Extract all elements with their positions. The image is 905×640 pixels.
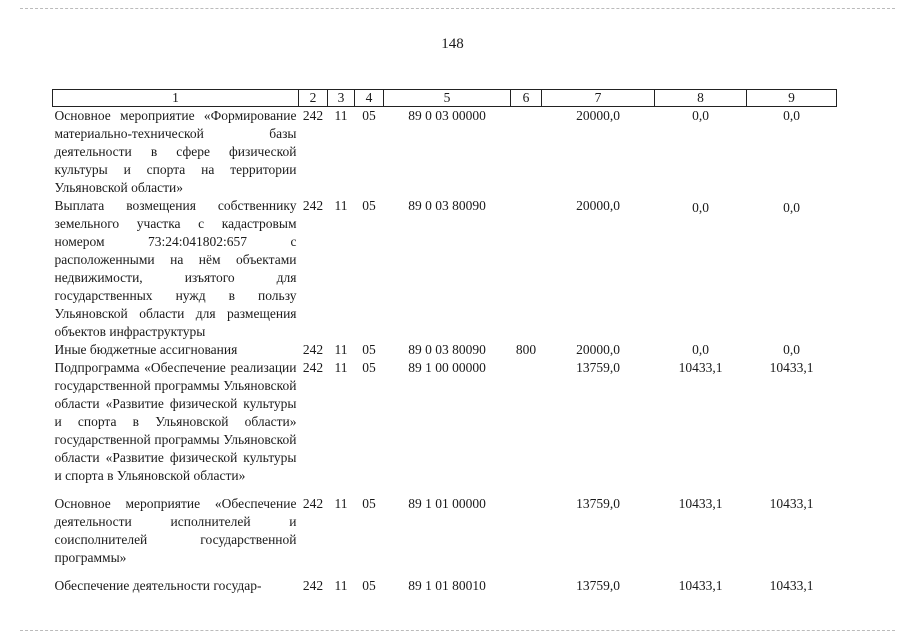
row-ministry-code: 242 [302,198,324,213]
table-row [53,107,837,198]
row-target-article: 89 0 03 80090 [408,198,486,213]
row-amount-9: 0,0 [783,108,800,123]
header-col-8: 8 [655,90,747,107]
row-amount-7: 20000,0 [576,198,620,213]
page-number: 148 [441,36,464,52]
row-target-article: 89 1 00 00000 [408,360,486,375]
row-subsection-code: 05 [362,198,376,213]
row-amount-9: 10433,1 [769,578,814,593]
row-name: Иные бюджетные ассигнования [54,342,238,357]
row-amount-8: 0,0 [692,108,709,123]
row-ministry-code: 242 [302,496,324,511]
row-name: Обеспечение деятельности государ- [54,578,262,593]
row-target-article: 89 0 03 80090 [408,342,486,357]
row-amount-7: 20000,0 [576,108,620,123]
header-col-4: 4 [355,90,384,107]
row-ministry-code: 242 [302,342,324,357]
row-expense-type [511,567,542,595]
budget-table [52,89,837,595]
row-section-code: 11 [334,496,348,511]
header-col-1: 1 [53,90,299,107]
row-amount-8: 10433,1 [678,360,723,375]
row-name: Подпрограмма «Обеспечение реализации государственной программы Ульяновской области «Развитие физической культуры и спорта в Ульяновской области» государственной программы Ульяновской области «Развитие физической культуры и спорта в Ульяновской области» [54,360,297,483]
row-ministry-code: 242 [302,108,324,123]
row-section-code: 11 [334,342,348,357]
header-col-9: 9 [747,90,837,107]
row-subsection-code: 05 [362,108,376,123]
row-section-code: 11 [334,578,348,593]
row-name: Основное мероприятие «Обеспечение деятельности исполнителей и соисполнителей государственной программы» [54,496,297,565]
table-row [53,197,837,341]
row-expense-type [511,359,542,485]
table-row [53,359,837,485]
row-target-article: 89 1 01 00000 [408,496,486,511]
row-subsection-code: 05 [362,342,376,357]
row-ministry-code: 242 [302,578,324,593]
bottom-scan-edge [20,630,895,631]
row-subsection-code: 05 [362,360,376,375]
header-col-3: 3 [328,90,355,107]
row-ministry-code: 242 [302,360,324,375]
row-amount-8: 0,0 [692,200,709,215]
row-amount-9: 10433,1 [769,360,814,375]
row-section-code: 11 [334,198,348,213]
row-expense-type [511,197,542,341]
row-amount-9: 0,0 [783,200,800,215]
table-row [53,485,837,567]
row-target-article: 89 1 01 80010 [408,578,486,593]
row-name: Выплата возмещения собственнику земельного участка с кадастровым номером 73:24:041802:657 с расположенными на нём объектами недвижимости, изъятого для государственных нужд в пользу Ульяновской области для размещения объектов инфраструктуры [54,198,297,339]
table-row [53,341,837,359]
row-expense-type [511,107,542,198]
row-amount-7: 13759,0 [576,578,620,593]
header-col-2: 2 [299,90,328,107]
row-amount-7: 13759,0 [576,496,620,511]
top-scan-edge [20,8,895,9]
row-amount-7: 20000,0 [576,342,620,357]
row-amount-8: 0,0 [692,342,709,357]
row-section-code: 11 [334,360,348,375]
row-amount-8: 10433,1 [678,578,723,593]
row-expense-type [511,485,542,567]
header-row [53,90,837,107]
table-row [53,567,837,595]
row-section-code: 11 [334,108,348,123]
row-name: Основное мероприятие «Формирование материально-технической базы деятельности в сфере физической культуры и спорта на территории Ульяновской области» [54,108,297,195]
row-expense-type: 800 [515,342,537,357]
row-amount-9: 10433,1 [769,496,814,511]
header-col-7: 7 [542,90,655,107]
row-subsection-code: 05 [362,578,376,593]
row-subsection-code: 05 [362,496,376,511]
row-amount-7: 13759,0 [576,360,620,375]
header-col-6: 6 [511,90,542,107]
row-target-article: 89 0 03 00000 [408,108,486,123]
row-amount-8: 10433,1 [678,496,723,511]
header-col-5: 5 [384,90,511,107]
row-amount-9: 0,0 [783,342,800,357]
